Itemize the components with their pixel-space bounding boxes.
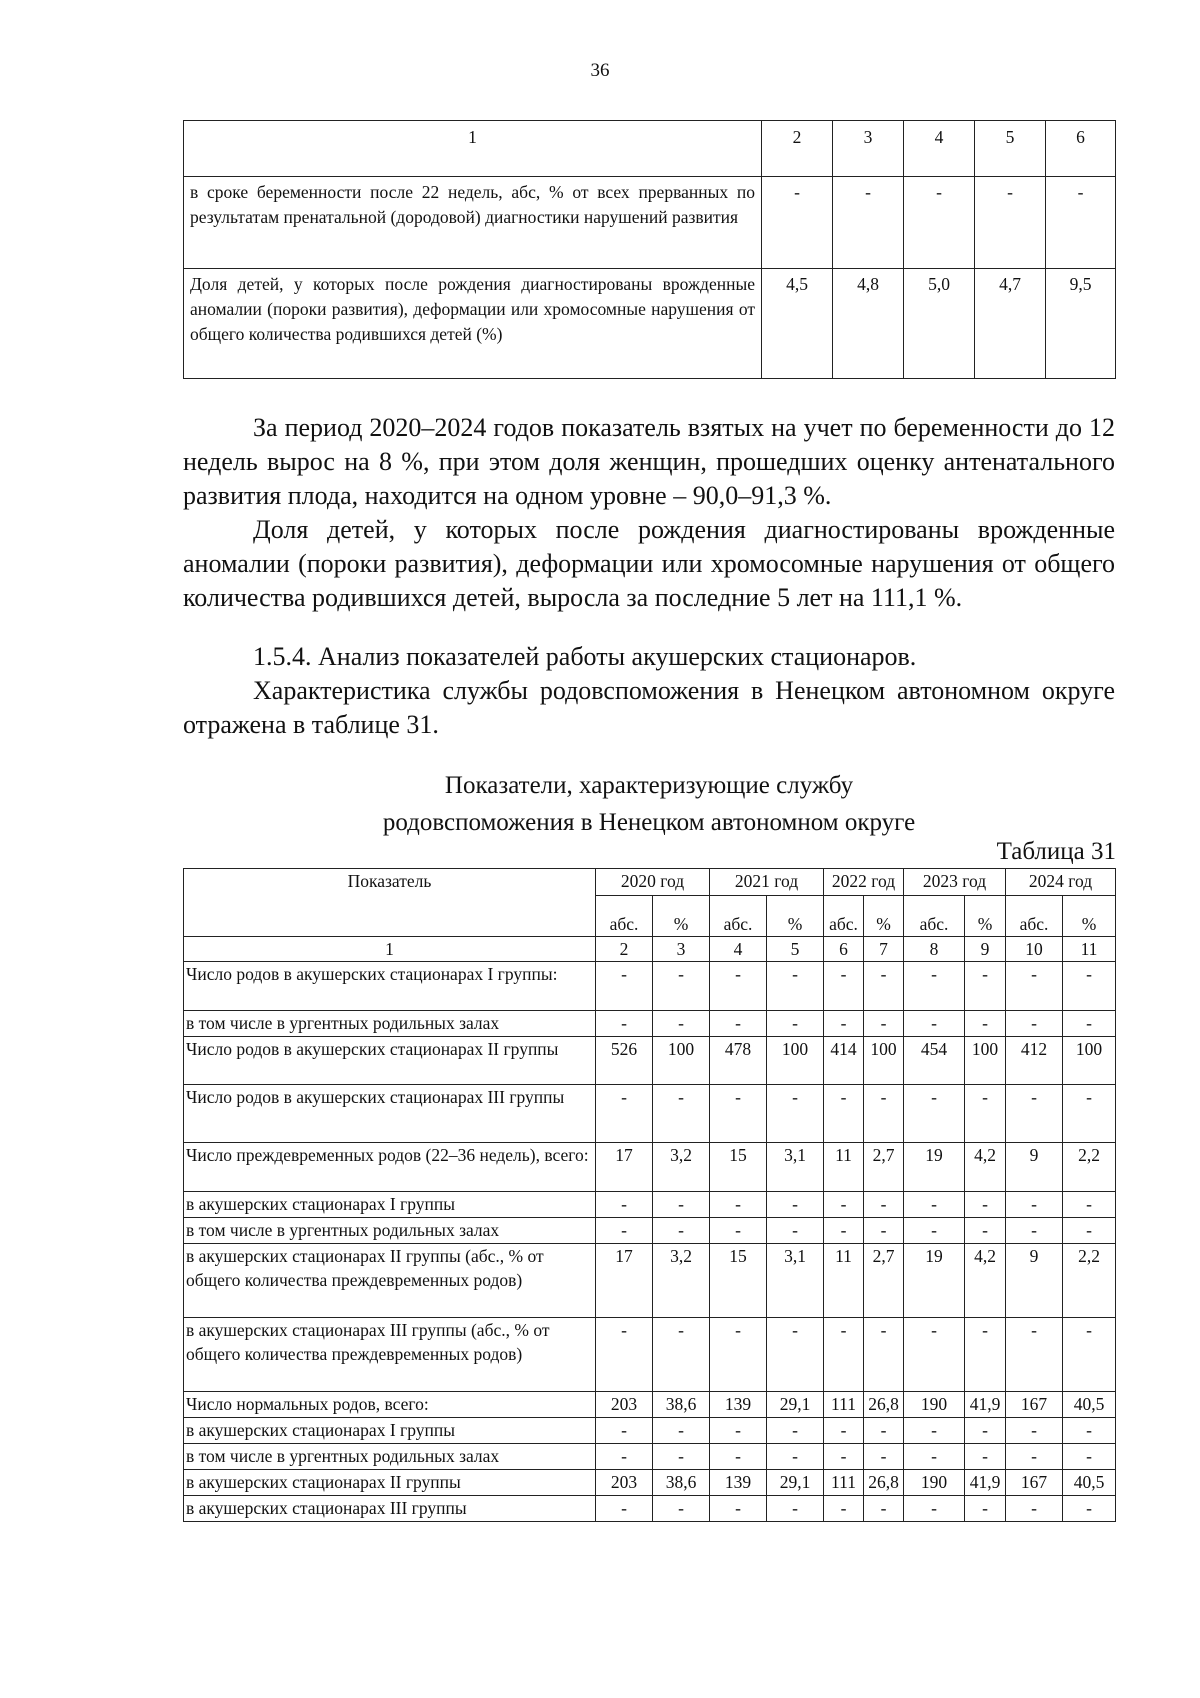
- cell-value: -: [824, 1496, 864, 1522]
- row-label: в акушерских стационарах II группы (абс., % от общего количества преждевременных родов): [184, 1244, 596, 1318]
- table-row: [184, 1143, 1116, 1192]
- cell-value: -: [904, 1318, 965, 1392]
- cell-value: 2,2: [1063, 1143, 1116, 1192]
- cell-value: -: [767, 1444, 824, 1470]
- cell-value: 2,2: [1063, 1244, 1116, 1318]
- table-31: [183, 868, 1116, 1522]
- header-cell: 5: [975, 121, 1046, 177]
- cell-value: -: [1006, 962, 1063, 1011]
- table-header-row: [184, 121, 1116, 177]
- cell-value: 38,6: [653, 1392, 710, 1418]
- cell-value: -: [965, 1218, 1006, 1244]
- cell-value: 412: [1006, 1037, 1063, 1085]
- cell-value: -: [762, 177, 833, 269]
- cell-value: 139: [710, 1470, 767, 1496]
- cell-value: 15: [710, 1244, 767, 1318]
- column-number: 3: [653, 937, 710, 962]
- year-header: 2021 год: [710, 869, 824, 896]
- cell-value: 9: [1006, 1143, 1063, 1192]
- year-header: 2020 год: [596, 869, 710, 896]
- cell-value: 100: [864, 1037, 904, 1085]
- cell-value: -: [767, 1496, 824, 1522]
- header-cell: 6: [1046, 121, 1116, 177]
- cell-value: 3,1: [767, 1143, 824, 1192]
- cell-value: -: [596, 1496, 653, 1522]
- table-row: [184, 1218, 1116, 1244]
- cell-value: -: [710, 962, 767, 1011]
- header-cell: 1: [184, 121, 762, 177]
- cell-value: -: [864, 1418, 904, 1444]
- caption-line: Показатели, характеризующие службу: [444, 772, 854, 799]
- cell-value: -: [596, 1085, 653, 1143]
- column-number: 2: [596, 937, 653, 962]
- column-number: 1: [184, 937, 596, 962]
- unit-header: абс.: [824, 896, 864, 937]
- cell-value: 190: [904, 1392, 965, 1418]
- cell-value: 139: [710, 1392, 767, 1418]
- cell-value: -: [904, 962, 965, 1011]
- column-number: 8: [904, 937, 965, 962]
- cell-value: -: [653, 1218, 710, 1244]
- cell-value: -: [824, 1085, 864, 1143]
- cell-value: 3,2: [653, 1244, 710, 1318]
- cell-value: 203: [596, 1392, 653, 1418]
- cell-value: -: [710, 1444, 767, 1470]
- paragraph-table-reference: Характеристика службы родовспоможения в Ненецком автономном округе отражена в таблице 31.: [183, 676, 1115, 739]
- cell-value: 203: [596, 1470, 653, 1496]
- cell-value: -: [767, 962, 824, 1011]
- cell-value: -: [596, 1011, 653, 1037]
- cell-value: -: [965, 1011, 1006, 1037]
- cell-value: -: [965, 1318, 1006, 1392]
- cell-value: 4,7: [975, 269, 1046, 379]
- cell-value: -: [1006, 1085, 1063, 1143]
- cell-value: 9,5: [1046, 269, 1116, 379]
- page-number: 36: [590, 60, 610, 81]
- cell-value: 526: [596, 1037, 653, 1085]
- cell-value: -: [824, 1318, 864, 1392]
- row-label: в акушерских стационарах II группы: [184, 1470, 596, 1496]
- header-cell: 2: [762, 121, 833, 177]
- row-label: в акушерских стационарах III группы: [184, 1496, 596, 1522]
- cell-value: -: [864, 1192, 904, 1218]
- cell-value: -: [710, 1496, 767, 1522]
- cell-value: -: [1063, 962, 1116, 1011]
- unit-header: абс.: [1006, 896, 1063, 937]
- cell-value: 454: [904, 1037, 965, 1085]
- cell-value: -: [864, 1085, 904, 1143]
- cell-value: 167: [1006, 1392, 1063, 1418]
- cell-value: 100: [965, 1037, 1006, 1085]
- cell-value: 4,8: [833, 269, 904, 379]
- cell-value: -: [1006, 1496, 1063, 1522]
- table-row: [184, 1418, 1116, 1444]
- table-caption: [183, 767, 1115, 841]
- cell-value: 26,8: [864, 1392, 904, 1418]
- cell-value: 5,0: [904, 269, 975, 379]
- cell-value: -: [833, 177, 904, 269]
- cell-value: 11: [824, 1143, 864, 1192]
- cell-value: 100: [767, 1037, 824, 1085]
- indicator-header: Показатель: [184, 869, 596, 937]
- cell-value: -: [596, 1318, 653, 1392]
- cell-value: -: [1063, 1218, 1116, 1244]
- column-number: 7: [864, 937, 904, 962]
- cell-value: 4,2: [965, 1244, 1006, 1318]
- row-label: Число преждевременных родов (22–36 недель), всего:: [184, 1143, 596, 1192]
- cell-value: -: [653, 1192, 710, 1218]
- cell-value: -: [965, 1418, 1006, 1444]
- unit-header: абс.: [596, 896, 653, 937]
- unit-header: %: [1063, 896, 1116, 937]
- table-row: [184, 177, 1116, 269]
- cell-value: -: [767, 1192, 824, 1218]
- cell-value: 3,1: [767, 1244, 824, 1318]
- cell-value: 2,7: [864, 1143, 904, 1192]
- cell-value: -: [767, 1085, 824, 1143]
- cell-value: -: [965, 1192, 1006, 1218]
- continuation-table: [183, 120, 1116, 379]
- cell-value: -: [653, 1418, 710, 1444]
- cell-value: -: [965, 962, 1006, 1011]
- cell-value: -: [1006, 1418, 1063, 1444]
- cell-value: -: [824, 962, 864, 1011]
- cell-value: -: [653, 1085, 710, 1143]
- cell-value: -: [1046, 177, 1116, 269]
- cell-value: -: [904, 1418, 965, 1444]
- cell-value: -: [1063, 1011, 1116, 1037]
- row-label: в акушерских стационарах III группы (абс., % от общего количества преждевременных родов): [184, 1318, 596, 1392]
- year-header: 2024 год: [1006, 869, 1116, 896]
- cell-value: -: [596, 962, 653, 1011]
- table-label: Таблица 31: [996, 838, 1116, 865]
- row-label: Число родов в акушерских стационарах II группы: [184, 1037, 596, 1085]
- cell-value: 111: [824, 1392, 864, 1418]
- table-row: [184, 1037, 1116, 1085]
- cell-value: -: [864, 962, 904, 1011]
- row-label: Число нормальных родов, всего:: [184, 1392, 596, 1418]
- table-row: [184, 1192, 1116, 1218]
- cell-value: -: [596, 1444, 653, 1470]
- cell-value: -: [864, 1444, 904, 1470]
- cell-value: -: [824, 1444, 864, 1470]
- cell-value: 40,5: [1063, 1470, 1116, 1496]
- cell-value: -: [1006, 1444, 1063, 1470]
- cell-value: 38,6: [653, 1470, 710, 1496]
- cell-value: -: [824, 1418, 864, 1444]
- cell-value: 29,1: [767, 1392, 824, 1418]
- column-number: 6: [824, 937, 864, 962]
- cell-value: -: [767, 1011, 824, 1037]
- cell-value: -: [710, 1318, 767, 1392]
- cell-value: 17: [596, 1143, 653, 1192]
- cell-value: -: [767, 1318, 824, 1392]
- cell-value: 190: [904, 1470, 965, 1496]
- unit-header: %: [864, 896, 904, 937]
- column-number-row: [184, 937, 1116, 962]
- table-row: [184, 1496, 1116, 1522]
- cell-value: -: [1063, 1496, 1116, 1522]
- cell-value: -: [864, 1218, 904, 1244]
- column-number: 10: [1006, 937, 1063, 962]
- row-label: в акушерских стационарах I группы: [184, 1192, 596, 1218]
- row-label: в том числе в ургентных родильных залах: [184, 1444, 596, 1470]
- cell-value: 40,5: [1063, 1392, 1116, 1418]
- paragraph-anomalies: Доля детей, у которых после рождения диагностированы врожденные аномалии (пороки развития), деформации или хромосомные нарушения от общего количества родившихся детей, выросла за последние 5 лет на 111,1 %.: [183, 515, 1115, 612]
- column-number: 9: [965, 937, 1006, 962]
- cell-value: -: [653, 1011, 710, 1037]
- cell-value: 2,7: [864, 1244, 904, 1318]
- cell-value: -: [710, 1011, 767, 1037]
- cell-value: 41,9: [965, 1470, 1006, 1496]
- cell-value: -: [710, 1192, 767, 1218]
- cell-value: 19: [904, 1143, 965, 1192]
- cell-value: -: [653, 1496, 710, 1522]
- year-header-row: [184, 869, 1116, 896]
- cell-value: -: [653, 1318, 710, 1392]
- cell-value: -: [965, 1085, 1006, 1143]
- cell-value: -: [824, 1218, 864, 1244]
- year-header: 2022 год: [824, 869, 904, 896]
- table-row: [184, 269, 1116, 379]
- cell-value: -: [653, 1444, 710, 1470]
- caption-line: родовспоможения в Ненецком автономном округе: [382, 809, 916, 836]
- cell-value: -: [767, 1218, 824, 1244]
- cell-value: -: [904, 177, 975, 269]
- cell-value: -: [767, 1418, 824, 1444]
- cell-value: -: [904, 1011, 965, 1037]
- cell-value: -: [1063, 1318, 1116, 1392]
- unit-header: %: [653, 896, 710, 937]
- row-label: Доля детей, у которых после рождения диагностированы врожденные аномалии (пороки развития), деформации или хромосомные нарушения от общего количества родившихся детей (%): [184, 269, 762, 379]
- cell-value: 41,9: [965, 1392, 1006, 1418]
- cell-value: -: [864, 1496, 904, 1522]
- table-row: [184, 1318, 1116, 1392]
- cell-value: -: [904, 1444, 965, 1470]
- unit-header: абс.: [904, 896, 965, 937]
- cell-value: -: [824, 1011, 864, 1037]
- cell-value: 100: [1063, 1037, 1116, 1085]
- cell-value: 111: [824, 1470, 864, 1496]
- cell-value: -: [965, 1496, 1006, 1522]
- column-number: 4: [710, 937, 767, 962]
- cell-value: 3,2: [653, 1143, 710, 1192]
- cell-value: -: [1063, 1418, 1116, 1444]
- cell-value: -: [864, 1318, 904, 1392]
- cell-value: -: [975, 177, 1046, 269]
- cell-value: 167: [1006, 1470, 1063, 1496]
- cell-value: 17: [596, 1244, 653, 1318]
- cell-value: -: [1006, 1218, 1063, 1244]
- cell-value: -: [1063, 1444, 1116, 1470]
- cell-value: 100: [653, 1037, 710, 1085]
- table-row: [184, 1444, 1116, 1470]
- table-31-body: [184, 962, 1116, 1522]
- cell-value: 9: [1006, 1244, 1063, 1318]
- row-label: в том числе в ургентных родильных залах: [184, 1218, 596, 1244]
- column-number: 5: [767, 937, 824, 962]
- cell-value: -: [596, 1418, 653, 1444]
- cell-value: -: [1006, 1318, 1063, 1392]
- row-label: в сроке беременности после 22 недель, абс, % от всех прерванных по результатам пренатальной (дородовой) диагностики нарушений развития: [184, 177, 762, 269]
- cell-value: 11: [824, 1244, 864, 1318]
- cell-value: -: [1063, 1192, 1116, 1218]
- cell-value: 4,5: [762, 269, 833, 379]
- cell-value: 29,1: [767, 1470, 824, 1496]
- cell-value: -: [653, 962, 710, 1011]
- cell-value: -: [1063, 1085, 1116, 1143]
- table-row: [184, 1085, 1116, 1143]
- cell-value: -: [710, 1418, 767, 1444]
- cell-value: -: [904, 1192, 965, 1218]
- cell-value: -: [904, 1218, 965, 1244]
- table-row: [184, 1011, 1116, 1037]
- table-row: [184, 1244, 1116, 1318]
- cell-value: 19: [904, 1244, 965, 1318]
- row-label: Число родов в акушерских стационарах I группы:: [184, 962, 596, 1011]
- row-label: Число родов в акушерских стационарах III группы: [184, 1085, 596, 1143]
- table-row: [184, 962, 1116, 1011]
- cell-value: 414: [824, 1037, 864, 1085]
- unit-header: %: [767, 896, 824, 937]
- cell-value: 4,2: [965, 1143, 1006, 1192]
- cell-value: 478: [710, 1037, 767, 1085]
- paragraph-period-summary: За период 2020–2024 годов показатель взятых на учет по беременности до 12 недель вырос на 8 %, при этом доля женщин, прошедших оценку антенатального развития плода, находится на одном уровне – 90,0–91,3 %.: [183, 413, 1115, 510]
- cell-value: -: [824, 1192, 864, 1218]
- cell-value: -: [596, 1192, 653, 1218]
- cell-value: -: [864, 1011, 904, 1037]
- column-number: 11: [1063, 937, 1116, 962]
- cell-value: -: [710, 1218, 767, 1244]
- header-cell: 3: [833, 121, 904, 177]
- cell-value: -: [904, 1085, 965, 1143]
- table-row: [184, 1470, 1116, 1496]
- year-header: 2023 год: [904, 869, 1006, 896]
- cell-value: -: [965, 1444, 1006, 1470]
- cell-value: -: [710, 1085, 767, 1143]
- table-row: [184, 1392, 1116, 1418]
- row-label: в акушерских стационарах I группы: [184, 1418, 596, 1444]
- cell-value: -: [1006, 1192, 1063, 1218]
- row-label: в том числе в ургентных родильных залах: [184, 1011, 596, 1037]
- cell-value: 26,8: [864, 1470, 904, 1496]
- cell-value: -: [904, 1496, 965, 1522]
- header-cell: 4: [904, 121, 975, 177]
- cell-value: 15: [710, 1143, 767, 1192]
- unit-header: %: [965, 896, 1006, 937]
- unit-header: абс.: [710, 896, 767, 937]
- cell-value: -: [1006, 1011, 1063, 1037]
- section-heading: 1.5.4. Анализ показателей работы акушерских стационаров.: [253, 642, 917, 671]
- cell-value: -: [596, 1218, 653, 1244]
